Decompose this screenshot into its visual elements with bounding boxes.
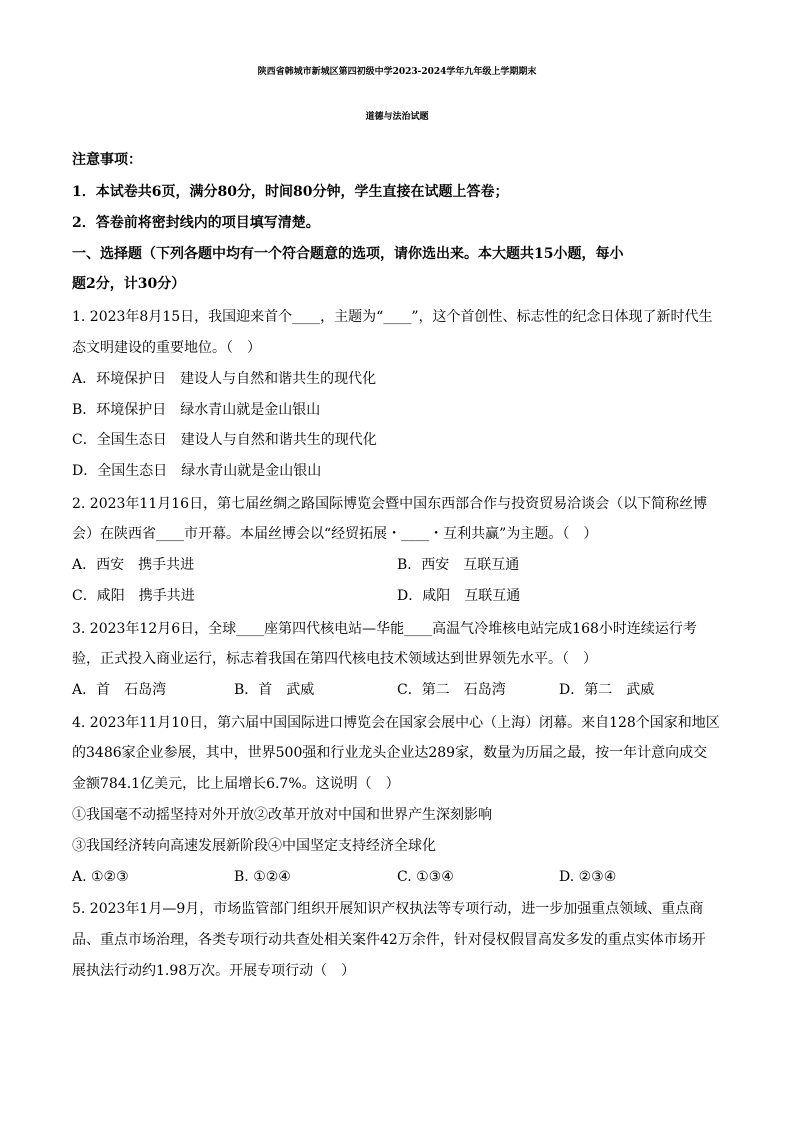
q1-option-a: A．环境保护日 建设人与自然和谐共生的现代化 — [72, 371, 377, 387]
q1-option-d: D．全国生态日 绿水青山就是金山银山 — [72, 463, 322, 479]
q2-option-a: A．西安 携手共进 — [72, 557, 195, 573]
q1-option-c: C．全国生态日 建设人与自然和谐共生的现代化 — [72, 432, 377, 448]
q2-option-c: C．咸阳 携手共进 — [72, 588, 195, 604]
q4-option-d: D. ②③④ — [559, 869, 617, 885]
q4-stem-line2: 的3486家企业参展，其中，世界500强和行业龙头企业达289家，数量为历届之最，按一年计意向成交 — [72, 745, 708, 761]
q2-option-d: D．咸阳 互联互通 — [397, 588, 521, 604]
q4-stem-line3: 金额784.1亿美元，比上届增长6.7%。这说明（ ） — [72, 776, 400, 792]
exam-title-line1: 陕西省韩城市新城区第四初级中学2023-2024学年九年级上学期期末 — [257, 67, 537, 77]
q3-option-b: B．首 武威 — [234, 682, 315, 698]
q1-stem-line2: 态文明建设的重要地位。（ ） — [72, 340, 261, 356]
q4-stem-line1: 4. 2023年11月10日，第六届中国国际进口博览会在国家会展中心（上海）闭幕。来自128个国家和地区 — [72, 715, 720, 731]
notes-item-1: 1．本试卷共6页，满分80分，时间80分钟，学生直接在试题上答卷； — [72, 184, 509, 200]
q3-option-a: A．首 石岛湾 — [72, 682, 167, 698]
section-heading-line1: 一、选择题（下列各题中均有一个符合题意的选项，请你选出来。本大题共15小题，每小 — [72, 246, 624, 262]
q2-option-b: B．西安 互联互通 — [397, 557, 520, 573]
q3-option-d: D．第二 武威 — [559, 682, 655, 698]
q4-statements-3-4: ③我国经济转向高速发展新阶段④中国坚定支持经济全球化 — [72, 838, 436, 854]
q5-stem-line3: 展执法行动约1.98万次。开展专项行动（ ） — [72, 963, 356, 979]
section-heading-line2: 题2分，计30分） — [72, 276, 186, 292]
exam-title-line2: 道德与法治试题 — [365, 112, 429, 122]
q1-option-b: B．环境保护日 绿水青山就是金山银山 — [72, 402, 321, 418]
q5-stem-line2: 品、重点市场治理，各类专项行动共查处相关案件42万余件，针对侵权假冒高发多发的重点实体市场开 — [72, 932, 706, 948]
notes-item-2: 2．答卷前将密封线内的项目填写清楚。 — [72, 215, 320, 231]
q3-stem-line2: 验，正式投入商业运行，标志着我国在第四代核电技术领域达到世界领先水平。（ ） — [72, 651, 597, 667]
q4-statements-1-2: ①我国毫不动摇坚持对外开放②改革开放对中国和世界产生深刻影响 — [72, 807, 492, 823]
q2-stem-line1: 2. 2023年11月16日，第七届丝绸之路国际博览会暨中国东西部合作与投资贸易洽谈会（以下简称丝博 — [72, 496, 708, 512]
q3-stem-line1: 3. 2023年12月6日，全球____座第四代核电站—华能____高温气冷堆核电站完成168小时连续运行考 — [72, 621, 697, 637]
q5-stem-line1: 5. 2023年1月—9月，市场监管部门组织开展知识产权执法等专项行动，进一步加强重点领域、重点商 — [72, 901, 704, 917]
q1-stem-line1: 1. 2023年8月15日，我国迎来首个____，主题为“____”，这个首创性、标志性的纪念日体现了新时代生 — [72, 309, 713, 325]
q4-option-c: C. ①③④ — [397, 869, 454, 885]
q4-option-b: B. ①②④ — [234, 869, 291, 885]
q3-option-c: C．第二 石岛湾 — [397, 682, 506, 698]
q2-stem-line2: 会）在陕西省____市开幕。本届丝博会以“经贸拓展・____・互利共赢”为主题。（ ） — [72, 526, 598, 542]
notes-heading: 注意事项： — [72, 152, 142, 168]
q4-option-a: A. ①②③ — [72, 869, 129, 885]
